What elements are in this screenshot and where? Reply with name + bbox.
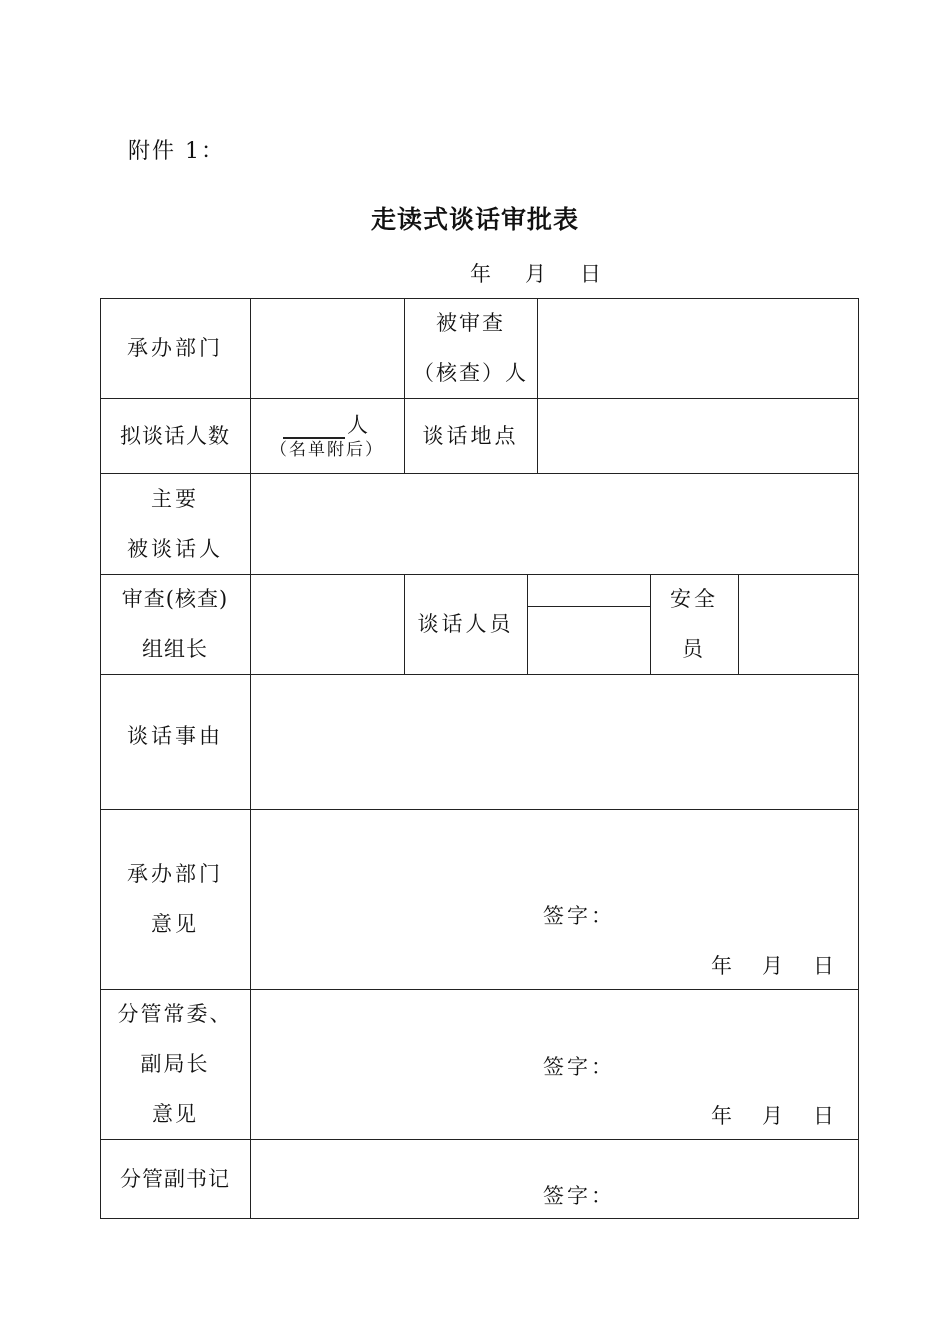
dept-sign-month: 月 [762,954,783,978]
dept-sign-day: 日 [813,954,834,978]
leader-label [100,574,250,674]
dept-sign-year: 年 [711,954,732,978]
top-date-year: 年 [470,262,491,286]
safety-line2: 员 [682,637,706,661]
standing-sign-year: 年 [711,1104,732,1128]
top-date-day: 日 [580,262,601,286]
count-line [283,411,371,439]
table-line [100,674,859,675]
leader-line2: 组组长 [142,637,208,661]
table-line [858,298,859,1219]
top-date-month: 月 [525,262,546,286]
standing-line3: 意见 [152,1102,198,1126]
count-label: 拟谈话人数 [120,423,230,448]
subject-label [404,298,537,398]
deputy-signature-label: 签字： [543,1184,615,1208]
page-title: 走读式谈话审批表 [370,205,579,234]
subject-label-line2: （核查）人 [413,361,528,385]
table-line [527,606,650,607]
talk-staff-label: 谈话人员 [417,612,514,636]
standing-opinion-label [100,989,250,1139]
standing-signature-label: 签字： [543,1055,615,1079]
leader-line1: 审查(核查) [121,587,229,611]
dept-opinion-label [100,809,250,989]
standing-line1: 分管常委、 [117,1002,233,1026]
count-unit: 人 [347,412,371,437]
location-label: 谈话地点 [422,423,519,448]
table-line [100,1218,859,1219]
subject-label-line1: 被审查 [436,311,505,335]
standing-line2: 副局长 [140,1052,210,1076]
main-subject-label [100,473,250,574]
dept-sign-date [711,950,834,980]
main-subject-line1: 主要 [151,486,199,511]
safety-line1: 安全 [670,587,718,611]
table-line [527,574,528,675]
dept-label: 承办部门 [127,336,223,360]
table-line [738,574,739,675]
reason-label: 谈话事由 [127,723,223,748]
deputy-secretary-label: 分管副书记 [120,1166,230,1191]
attachment-label: 附件 1： [128,139,225,164]
standing-sign-day: 日 [813,1104,834,1128]
dept-opinion-line1: 承办部门 [127,862,223,886]
table-line [537,298,538,474]
standing-sign-date [711,1100,834,1130]
count-blank [283,419,345,439]
count-cell [250,398,404,473]
count-note: （名单附后） [270,439,384,460]
dept-signature-label: 签字： [543,904,615,928]
safety-label [650,574,738,674]
main-subject-line2: 被谈话人 [127,536,223,561]
dept-opinion-line2: 意见 [151,912,199,936]
standing-sign-month: 月 [762,1104,783,1128]
